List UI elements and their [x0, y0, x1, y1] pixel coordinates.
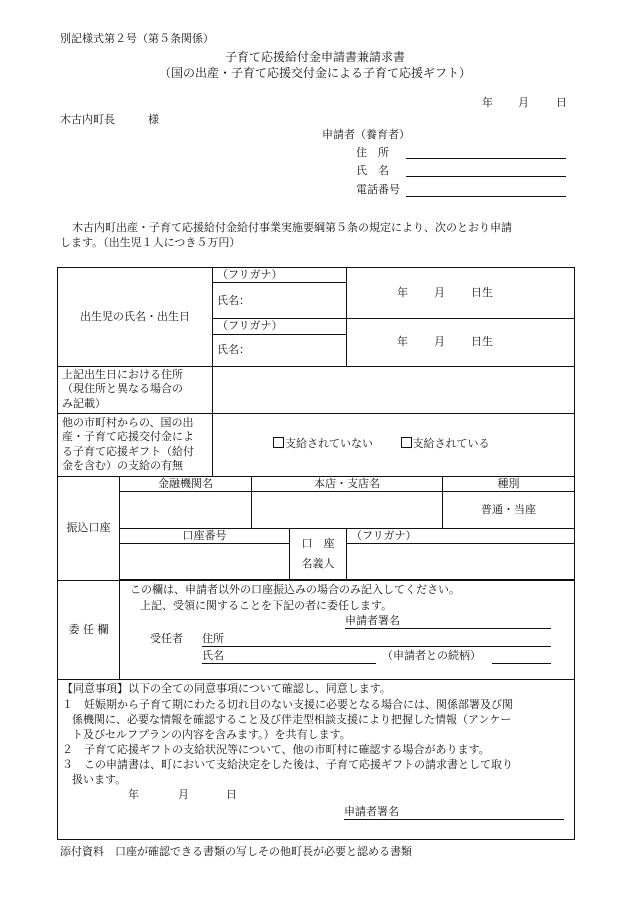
addressee-name: 木古内町長: [60, 113, 115, 126]
proxy-name-label: 氏名: [202, 649, 224, 663]
child1-furigana[interactable]: [213, 268, 347, 283]
proxy-label: 委 任 欄: [68, 623, 109, 637]
addressee-honorific: 様: [148, 113, 159, 126]
account-type-field[interactable]: [443, 491, 575, 528]
proxy-name-field[interactable]: [202, 649, 376, 664]
consent-month-label: 月: [178, 788, 189, 802]
other-label-1: 他の市町村からの、国の出: [62, 416, 194, 429]
bank-label-cell: [58, 476, 120, 581]
address-label-2: （現住所と異なる場合の: [62, 382, 183, 396]
consent-item-3-line-1: ３ この申請書は、町において支給決定をした後は、子育て応援ギフトの請求書として取り: [62, 758, 513, 772]
birth-month-label: 月: [434, 286, 446, 300]
not-paid-label: 支給されていない: [285, 437, 373, 451]
holder-furigana-field[interactable]: [347, 528, 575, 543]
holder-label-cell: [290, 528, 347, 579]
intro-line-2: します。（出生児１人につき５万円）: [60, 236, 241, 249]
application-table: [57, 267, 575, 840]
applicant-address-field[interactable]: [406, 158, 566, 159]
birth-month-label: 月: [434, 335, 446, 349]
consent-item-1-line-2: 係機関に、必要な情報を確認すること及び伴走型相談支援により把握した情報（アンケー: [72, 713, 512, 727]
form-title: 子育て応援給付金申請書兼請求書: [224, 50, 405, 64]
address-label-3: み記載）: [62, 396, 106, 410]
furigana-label: （フリガナ）: [217, 319, 283, 333]
consent-item-2: ２ 子育て応援ギフトの支給状況等について、他の市町村に確認する場合があります。: [62, 743, 490, 757]
consent-year-label: 年: [128, 788, 139, 802]
proxy-relation-field[interactable]: [492, 649, 551, 664]
holder-label-2: 名義人: [301, 557, 335, 571]
proxy-agent-label: 受任者: [150, 632, 183, 646]
consent-item-1-line-3: ト及びセルフプランの内容を含みます。）を共有します。: [72, 728, 351, 742]
proxy-content: [120, 581, 575, 680]
payment-status-cell: [213, 413, 575, 476]
other-label-3: る子育て応援ギフト（給付: [62, 444, 194, 458]
checkbox-icon[interactable]: [401, 437, 412, 448]
attachments-note: 添付資料 口座が確認できる書類の写しその他町長が必要と認める書類: [60, 845, 412, 858]
applicant-phone-label: 電話番号: [356, 183, 400, 196]
proxy-label-cell: [58, 581, 120, 680]
checkbox-icon[interactable]: [273, 437, 284, 448]
proxy-signature-field[interactable]: [345, 614, 551, 629]
account-number-header-label: 口座番号: [182, 528, 227, 542]
account-number-header: [120, 528, 290, 543]
type-header-label: 種別: [497, 476, 520, 490]
child2-birthdate[interactable]: [347, 319, 575, 366]
birth-year-label: 年: [397, 286, 409, 300]
date-day: 日: [556, 96, 567, 109]
account-type-value: 普通・当座: [481, 502, 537, 516]
bank-name-header: [120, 476, 252, 491]
applicant-name-label: 氏 名: [356, 164, 389, 177]
child1-name[interactable]: [213, 283, 347, 319]
paid-option[interactable]: [401, 437, 490, 450]
applicant-heading: 申請者（養育者）: [322, 128, 410, 141]
holder-furigana-label: （フリガナ）: [351, 528, 417, 542]
applicant-phone-field[interactable]: [406, 196, 566, 197]
consent-day-label: 日: [226, 788, 237, 802]
consent-signature-field[interactable]: [344, 805, 564, 820]
branch-header-label: 本店・支店名: [314, 476, 380, 490]
consent-item-3-line-2: 扱います。: [72, 773, 127, 787]
date-year: 年: [482, 96, 493, 109]
holder-name-field[interactable]: [347, 544, 575, 580]
form-subtitle: （国の出産・子育て応援交付金による子育て応援ギフト）: [158, 66, 471, 80]
branch-field[interactable]: [252, 491, 443, 528]
child-label-cell: [58, 268, 213, 367]
paid-label: 支給されている: [412, 437, 490, 451]
branch-header: [252, 476, 443, 491]
furigana-label: （フリガナ）: [217, 268, 283, 281]
birth-address-field[interactable]: [213, 366, 575, 413]
other-label-4: 金を含む）の支給の有無: [62, 458, 183, 472]
name-label: 氏名：: [217, 293, 250, 307]
birth-day-label: 日生: [471, 335, 494, 349]
applicant-address-label: 住 所: [356, 146, 389, 159]
child2-name[interactable]: [213, 334, 347, 366]
consent-title: 【同意事項】以下の全ての同意事項について確認し、同意します。: [62, 682, 391, 696]
child2-furigana[interactable]: [213, 319, 347, 334]
proxy-relation-label: （申請者との続柄）: [382, 649, 481, 663]
proxy-delegate-text: 上記、受領に関することを下記の者に委任します。: [140, 599, 393, 613]
bank-label: 振込口座: [66, 521, 111, 535]
proxy-note: この欄は、申請者以外の口座振込みの場合のみ記入してください。: [130, 583, 460, 597]
type-header: [443, 476, 575, 491]
child-label: 出生児の氏名・出生日: [80, 309, 190, 323]
bank-name-field[interactable]: [120, 491, 252, 528]
applicant-name-field[interactable]: [406, 176, 566, 177]
other-label-2: 産・子育て応援交付金によ: [62, 430, 194, 444]
address-label-1: 上記出生日における住所: [62, 368, 183, 382]
intro-line-1: 木古内町出産・子育て応援給付金給付事業実施要綱第５条の規定により、次のとおり申請: [72, 221, 512, 234]
other-municipality-label-cell: [58, 413, 213, 476]
holder-label-1: 口 座: [301, 536, 335, 550]
proxy-address-label: 住所: [202, 632, 224, 646]
not-paid-option[interactable]: [273, 437, 373, 450]
consent-item-1-line-1: １ 妊娠期から子育て期にわたる切れ目のない支援に必要となる場合には、関係部署及び関: [62, 698, 513, 712]
proxy-address-field[interactable]: [202, 632, 551, 647]
consent-signature-label: 申請者署名: [344, 805, 399, 819]
name-label: 氏名：: [217, 342, 250, 356]
form-number: 別記様式第２号（第５条関係）: [60, 32, 214, 45]
address-label-cell: [58, 366, 213, 413]
birth-year-label: 年: [397, 335, 409, 349]
date-month: 月: [518, 96, 529, 109]
proxy-signature-label: 申請者署名: [345, 614, 400, 628]
birth-day-label: 日生: [471, 286, 494, 300]
bank-name-header-label: 金融機関名: [158, 476, 213, 490]
account-number-field[interactable]: [120, 544, 290, 580]
consent-cell: [58, 680, 575, 840]
child1-birthdate[interactable]: [347, 268, 575, 319]
